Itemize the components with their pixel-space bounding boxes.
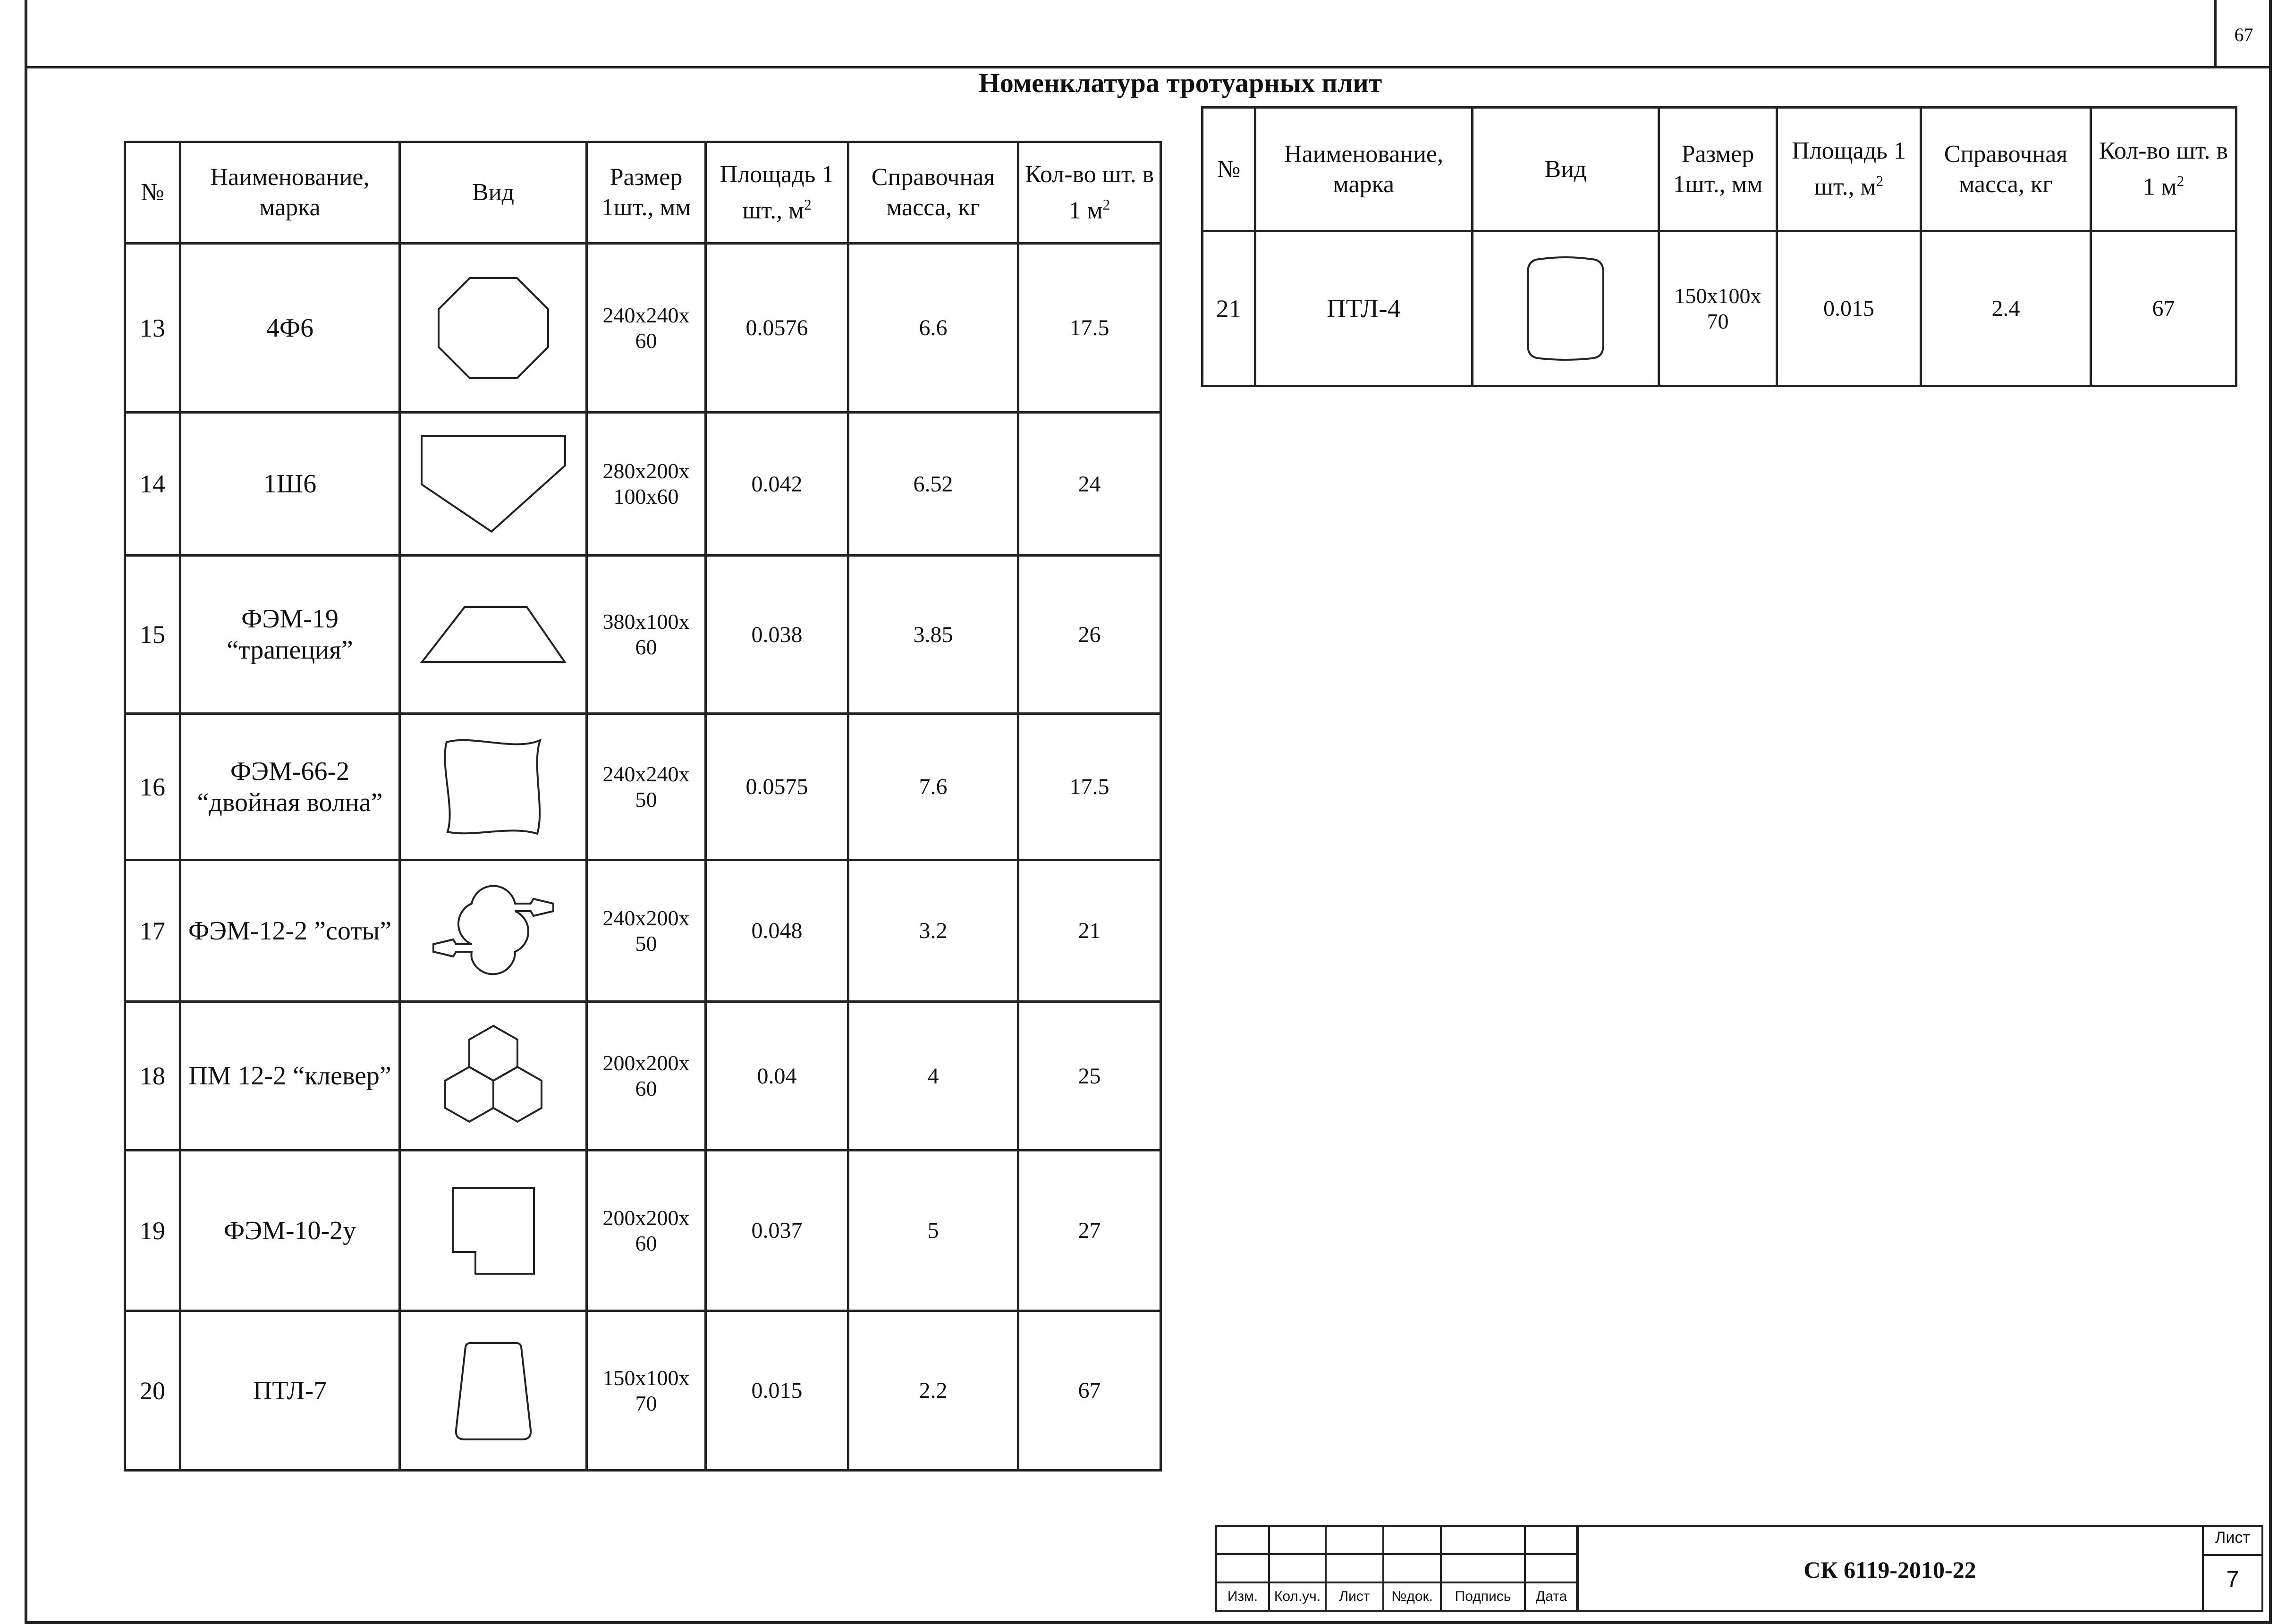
header-view: Вид — [1473, 108, 1659, 231]
row-mass: 2.4 — [1921, 231, 2091, 386]
rounded-rectangle-icon — [1525, 256, 1606, 361]
row-view — [400, 556, 587, 714]
row-size: 200x200x 60 — [587, 1150, 706, 1311]
clover-hexagons-icon — [432, 1023, 555, 1129]
honeycomb-icon — [432, 881, 555, 981]
row-name: ПТЛ-4 — [1255, 231, 1473, 386]
right-header-row — [1202, 108, 2236, 231]
row-qty: 67 — [2091, 231, 2236, 386]
row-view — [400, 1150, 587, 1311]
row-size: 200x200x 60 — [587, 1002, 706, 1150]
header-view: Вид — [400, 142, 587, 244]
row-size: 150x100x 70 — [1659, 231, 1777, 386]
header-area: Площадь 1 шт., $м^2$ — [1777, 108, 1921, 231]
octagon-icon — [437, 276, 550, 380]
header-size: Размер 1шт., мм — [1659, 108, 1777, 231]
header-mass: Справочная масса, кг — [848, 142, 1018, 244]
header-mass: Справочная масса, кг — [1921, 108, 2091, 231]
right-table — [1201, 106, 2237, 387]
table-row — [125, 714, 1161, 860]
row-name: ФЭМ-66-2 “двойная волна” — [180, 714, 400, 860]
row-name: ФЭМ-12-2 ”соты” — [180, 860, 400, 1002]
row-name: 1Ш6 — [180, 413, 400, 556]
row-number: 15 — [125, 556, 180, 714]
row-size: 380x100x 60 — [587, 556, 706, 714]
header-qty: Кол-во шт. в 1 $м^2$ — [1018, 142, 1161, 244]
row-qty: 67 — [1018, 1311, 1161, 1471]
row-area: 0.0576 — [706, 244, 848, 413]
row-name: ПТЛ-7 — [180, 1311, 400, 1471]
row-view — [400, 244, 587, 413]
row-name: 4Ф6 — [180, 244, 400, 413]
row-qty: 17.5 — [1018, 714, 1161, 860]
row-number: 19 — [125, 1150, 180, 1311]
row-mass: 6.52 — [848, 413, 1018, 556]
revision-table — [1215, 1525, 1579, 1612]
row-mass: 6.6 — [848, 244, 1018, 413]
header-area: Площадь 1 шт., $м^2$ — [706, 142, 848, 244]
header-size: Размер 1шт., мм — [587, 142, 706, 244]
row-number: 13 — [125, 244, 180, 413]
row-view — [400, 1311, 587, 1471]
row-name: ФЭМ-10-2у — [180, 1150, 400, 1311]
stamp-col-change: Изм. — [1216, 1582, 1269, 1611]
row-area: 0.015 — [1777, 231, 1921, 386]
row-area: 0.015 — [706, 1311, 848, 1471]
stamp-col-date: Дата — [1525, 1582, 1578, 1611]
doc-code: СК 6119-2010-22 — [1803, 1556, 1976, 1583]
row-area: 0.037 — [706, 1150, 848, 1311]
table-row — [1202, 231, 2236, 386]
header-qty: Кол-во шт. в 1 $м^2$ — [2091, 108, 2236, 231]
row-name: ПМ 12-2 “клевер” — [180, 1002, 400, 1150]
row-mass: 5 — [848, 1150, 1018, 1311]
header-no: № — [1202, 108, 1255, 231]
page-title: Номенклатура тротуарных плит — [978, 68, 1382, 98]
row-mass: 3.2 — [848, 860, 1018, 1002]
row-number: 20 — [125, 1311, 180, 1471]
row-size: 280x200x 100x60 — [587, 413, 706, 556]
row-name: ФЭМ-19 “трапеция” — [180, 556, 400, 714]
row-view — [400, 413, 587, 556]
row-number: 18 — [125, 1002, 180, 1150]
stamp-col-signature: Подпись — [1441, 1582, 1525, 1611]
table-row — [125, 860, 1161, 1002]
notched-square-icon — [451, 1186, 536, 1276]
table-row — [125, 244, 1161, 413]
row-number: 14 — [125, 413, 180, 556]
row-qty: 25 — [1018, 1002, 1161, 1150]
row-view — [400, 1002, 587, 1150]
row-qty: 21 — [1018, 860, 1161, 1002]
row-qty: 26 — [1018, 556, 1161, 714]
left-header-row — [125, 142, 1161, 244]
row-qty: 17.5 — [1018, 244, 1161, 413]
row-size: 240x240x 60 — [587, 244, 706, 413]
row-mass: 3.85 — [848, 556, 1018, 714]
row-qty: 27 — [1018, 1150, 1161, 1311]
tapered-rectangle-icon — [453, 1340, 533, 1441]
row-mass: 4 — [848, 1002, 1018, 1150]
row-size: 150x100x 70 — [587, 1311, 706, 1471]
stamp-col-count: Кол.уч. — [1269, 1582, 1326, 1611]
row-qty: 24 — [1018, 413, 1161, 556]
row-view — [1473, 231, 1659, 386]
row-area: 0.04 — [706, 1002, 848, 1150]
row-view — [400, 714, 587, 860]
trapezoid-icon — [420, 605, 567, 664]
double-wave-icon — [444, 737, 543, 837]
row-size: 240x200x 50 — [587, 860, 706, 1002]
sheet-number: 7 — [2226, 1567, 2239, 1592]
row-area: 0.0575 — [706, 714, 848, 860]
row-view — [400, 860, 587, 1002]
row-number: 16 — [125, 714, 180, 860]
row-mass: 7.6 — [848, 714, 1018, 860]
header-name: Наименование, марка — [1255, 108, 1473, 231]
header-no: № — [125, 142, 180, 244]
stamp-col-doc: №док. — [1383, 1582, 1441, 1611]
page-number: 67 — [2234, 24, 2253, 45]
table-row — [125, 1311, 1161, 1471]
header-name: Наименование, марка — [180, 142, 400, 244]
table-row — [125, 556, 1161, 714]
row-area: 0.042 — [706, 413, 848, 556]
row-size: 240x240x 50 — [587, 714, 706, 860]
table-row — [125, 1002, 1161, 1150]
left-table — [124, 141, 1162, 1472]
stamp-col-sheet: Лист — [1326, 1582, 1383, 1611]
sheet-label: Лист — [2204, 1529, 2261, 1556]
row-area: 0.038 — [706, 556, 848, 714]
table-row — [125, 1150, 1161, 1311]
row-number: 21 — [1202, 231, 1255, 386]
row-number: 17 — [125, 860, 180, 1002]
row-mass: 2.2 — [848, 1311, 1018, 1471]
sheet-box — [2202, 1525, 2263, 1612]
table-row — [125, 413, 1161, 556]
row-area: 0.048 — [706, 860, 848, 1002]
doc-code-box — [1576, 1525, 2204, 1612]
pentagon-shield-icon — [420, 434, 567, 533]
revision-header-row — [1216, 1582, 1578, 1611]
